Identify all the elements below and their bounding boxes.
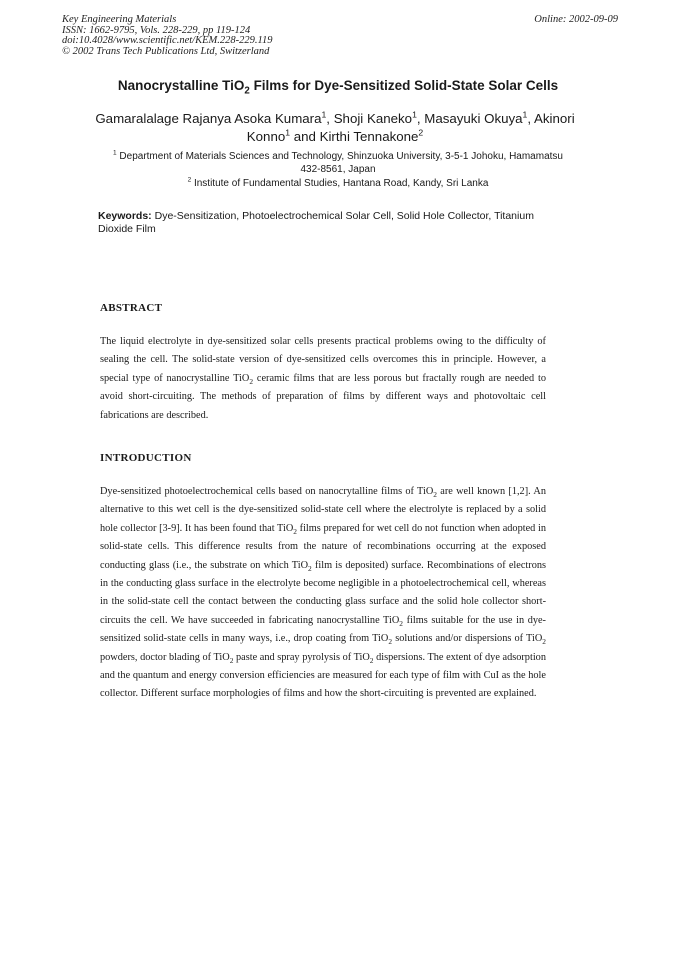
paper-title: Nanocrystalline TiO$_2$ Films for Dye-Sensitized Solid-State Solar Cells xyxy=(117,78,559,97)
abstract-heading: ABSTRACT xyxy=(100,302,163,314)
doi-line[interactable]: doi:10.4028/www.scientific.net/KEM.228-229.119 xyxy=(62,35,273,46)
introduction-text: Dye-sensitized photoelectrochemical cells based on nanocrytalline films of TiO$_2$ are well known [1,2]. An alternative to this wet cell is the dye-sensitized solid-state cell where the electrolyte is replaced by a solid hole collector [3-9]. It has been found that TiO$_2$ films prepared for wet cell do not function when adopted in solid-state cells. This difference results from the nature of recombinations occurring at the exposed conducting glass (i.e., the substrate on which TiO$_2$ film is deposited) surface. Recombinations of electrons in the conducting glass surface in the electrolyte become negligible in a photoelectrochemical cell, whereas in the solid-state cell the contact between the conducting glass surface and the solid hole collector short-circuits the cell. We have succeeded in fabricating nanocrystalline TiO$_2$ films suitable for the use in dye-sensitized solid-state cells in many ways, i.e., drop coating from TiO$_2$ solutions and/or dispersions of TiO$_2$ powders, doctor blading of TiO$_2$ paste and spray pyrolysis of TiO$_2$ dispersions. The extent of dye adsorption and the quantum and energy conversion efficiencies are measured for each type of film with CuI as the hole collector. Different surface morphologies of films and how the short-circuiting is prevented are explained. xyxy=(100,486,546,700)
author-name: Akinori Konno xyxy=(246,111,575,144)
copyright-line: © 2002 Trans Tech Publications Ltd, Switzerland xyxy=(62,45,270,57)
introduction-heading: INTRODUCTION xyxy=(100,452,192,464)
journal-header xyxy=(62,15,382,57)
author-name: Gamaralalage Rajanya Asoka Kumara xyxy=(95,111,322,126)
author-name: Shoji Kaneko xyxy=(333,111,413,126)
author-list: Gamaralalage Rajanya Asoka Kumara$^1$, Shoji Kaneko$^1$, Masayuki Okuya$^1$, Akinori Konno$^1$ and Kirthi Tennakone$^2$ xyxy=(95,109,575,144)
affiliation-2: $^2$ Institute of Fundamental Studies, Hantana Road, Kandy, Sri Lanka xyxy=(187,176,489,189)
author-name: Kirthi Tennakone xyxy=(319,129,419,144)
affiliation-1: $^1$ Department of Materials Sciences and Technology, Shinzuoka University, 3-5-1 Johoku, Hamamatsu 432-8561, Japan xyxy=(113,149,563,175)
online-date: Online: 2002-09-09 xyxy=(534,14,618,25)
keywords xyxy=(98,210,558,236)
keywords-text: Dye-Sensitization, Photoelectrochemical Solar Cell, Solid Hole Collector, Titanium Dioxide Film xyxy=(98,210,534,235)
issn-line: ISSN: 1662-9795, Vols. 228-229, pp 119-124 xyxy=(62,24,251,36)
abstract-text: The liquid electrolyte in dye-sensitized solar cells presents practical problems owing to the difficulty of sealing the cell. The solid-state version of dye-sensitized cells overcomes this in principle. However, a special type of nanocrystalline TiO$_2$ ceramic films that are less porous but fractally rough are needed to avoid short-circuiting. The methods of preparation of films by different ways and photovoltaic cell fabrications are described. xyxy=(100,336,546,421)
keywords-label: Keywords: xyxy=(98,210,152,222)
journal-name: Key Engineering Materials xyxy=(62,14,177,25)
author-name: Masayuki Okuya xyxy=(424,111,523,126)
